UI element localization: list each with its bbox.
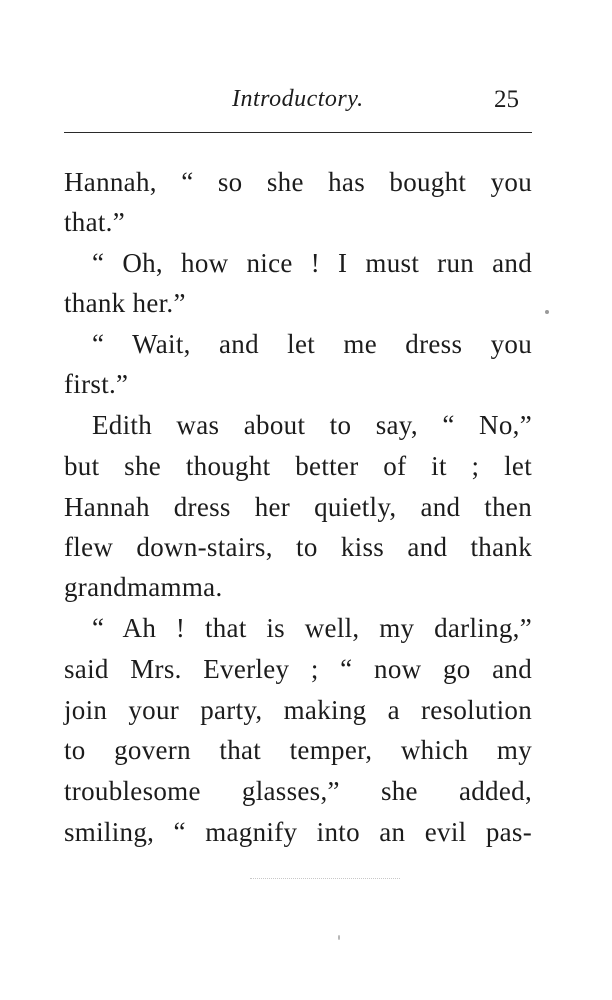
running-header-title: Introductory. — [232, 86, 364, 112]
text-line: but she thought better of it ; let — [64, 451, 532, 481]
text-line: join your party, making a resolution — [64, 695, 532, 725]
text-line: grandmamma. — [64, 572, 223, 602]
text-line: thank her.” — [64, 288, 186, 318]
text-line: “ Ah ! that is well, my darling,” — [92, 613, 532, 643]
text-line: smiling, “ magnify into an evil pas- — [64, 817, 532, 847]
text-line: that.” — [64, 207, 126, 237]
text-line: first.” — [64, 369, 129, 399]
text-line: flew down-stairs, to kiss and thank — [64, 532, 532, 562]
page-number: 25 — [494, 86, 519, 113]
paper-speck — [545, 310, 549, 314]
text-line: said Mrs. Everley ; “ now go and — [64, 654, 532, 684]
text-line: “ Wait, and let me dress you — [92, 329, 532, 359]
text-line: Edith was about to say, “ No,” — [92, 410, 532, 440]
text-line: to govern that temper, which my — [64, 735, 532, 765]
text-line: Hannah dress her quietly, and then — [64, 492, 532, 522]
header-rule — [64, 132, 532, 133]
text-line: troublesome glasses,” she added, — [64, 776, 532, 806]
bleed-through-mark — [250, 878, 400, 879]
text-line: Hannah, “ so she has bought you — [64, 167, 532, 197]
text-line: “ Oh, how nice ! I must run and — [92, 248, 532, 278]
paper-speck — [338, 935, 340, 940]
